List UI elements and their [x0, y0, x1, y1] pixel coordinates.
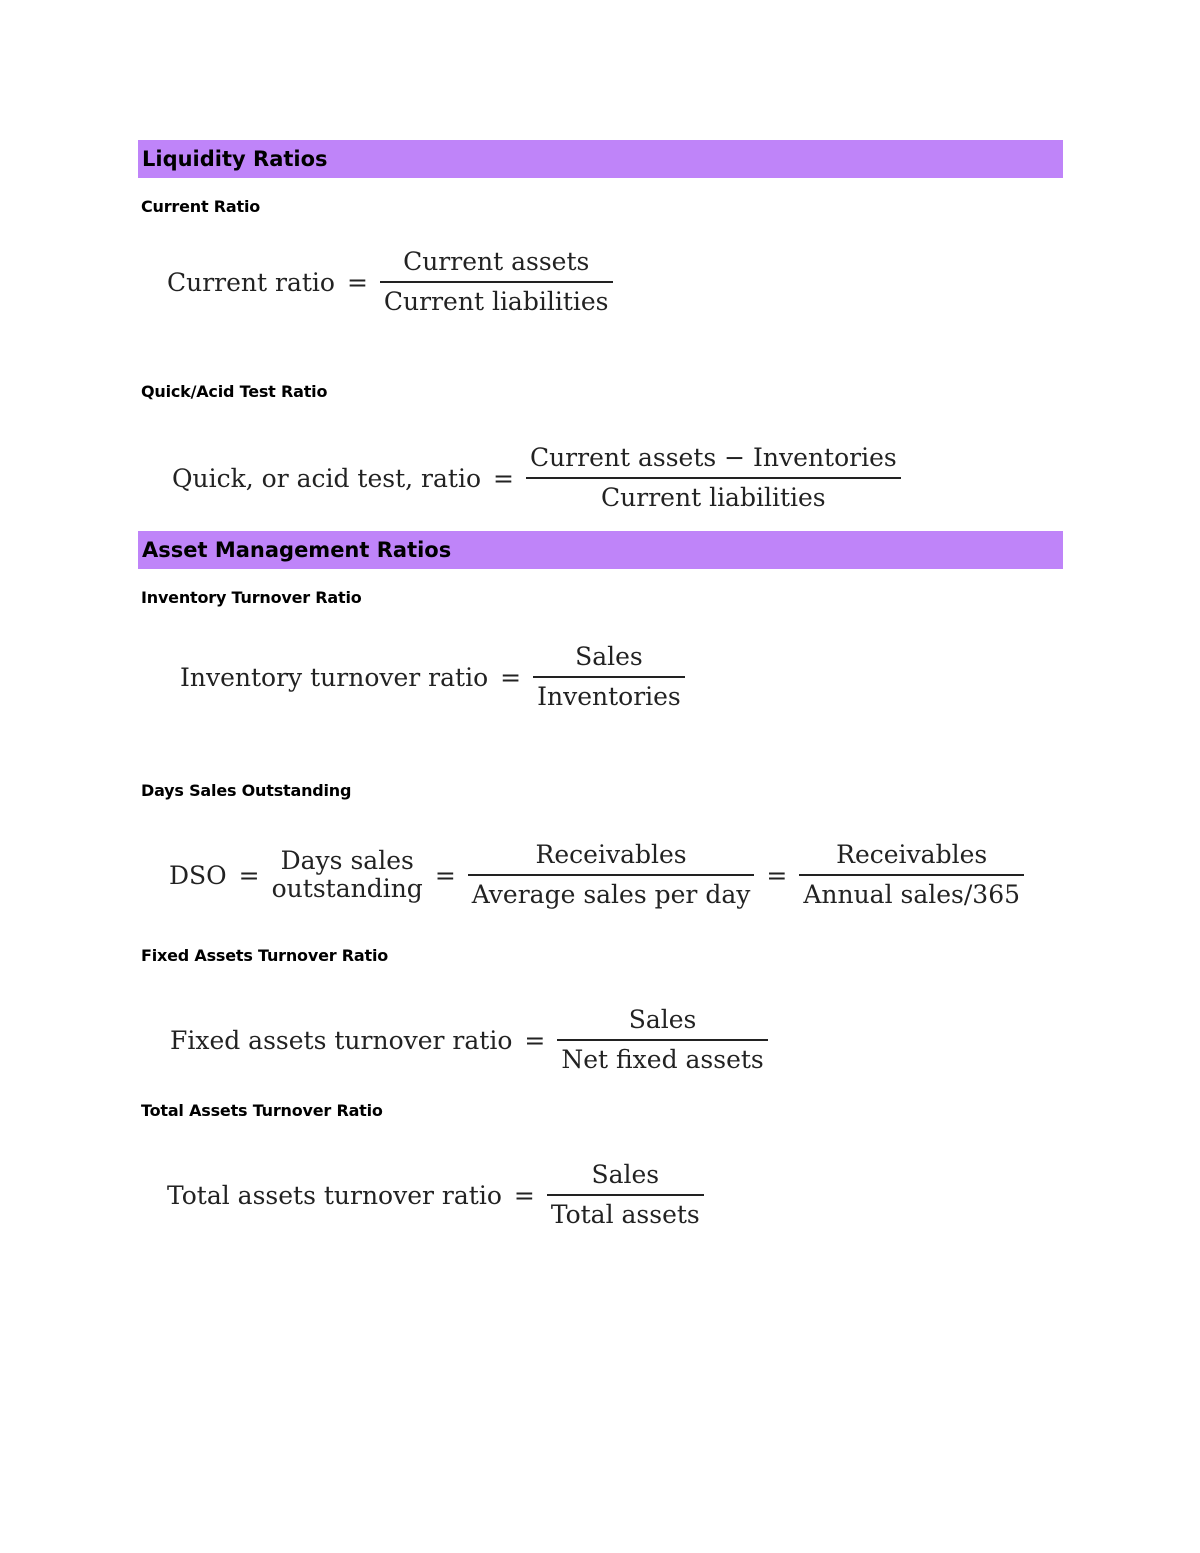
formula-lhs: Inventory turnover ratio: [180, 662, 489, 692]
numerator: Sales: [628, 1005, 697, 1034]
numerator: Current assets: [403, 247, 590, 276]
denominator: Current liabilities: [383, 287, 609, 316]
formula-quick-ratio: [172, 441, 901, 515]
fraction: [468, 838, 755, 912]
denominator: Inventories: [537, 682, 681, 711]
formula-lhs: Quick, or acid test, ratio: [172, 463, 481, 493]
formula-current-ratio: [167, 245, 613, 319]
numerator: Sales: [575, 642, 643, 671]
equals-sign: =: [500, 662, 522, 692]
heading-total-assets-turnover: Total Assets Turnover Ratio: [141, 1101, 383, 1120]
denominator: Annual sales/365: [803, 880, 1021, 909]
fraction: [547, 1158, 704, 1232]
equals-sign: =: [238, 860, 260, 890]
heading-current-ratio: Current Ratio: [141, 197, 261, 216]
equals-sign: =: [346, 267, 368, 297]
denominator: Current liabilities: [601, 483, 826, 512]
denominator: Net fixed assets: [561, 1045, 764, 1074]
fraction: [533, 640, 685, 714]
equals-sign: =: [513, 1180, 535, 1210]
numerator: Sales: [591, 1160, 660, 1189]
heading-days-sales-outstanding: Days Sales Outstanding: [141, 781, 352, 800]
denominator: Average sales per day: [471, 880, 751, 909]
formula-lhs: Total assets turnover ratio: [167, 1180, 502, 1210]
section-header-asset-management-ratios: Asset Management Ratios: [138, 531, 1063, 569]
numerator: Receivables: [836, 840, 988, 869]
formula-fixed-assets-turnover: [170, 1003, 768, 1077]
equals-sign: =: [434, 860, 456, 890]
formula-lhs: Current ratio: [167, 267, 335, 297]
fraction: [557, 1003, 767, 1077]
dso-stacked-label: [272, 847, 423, 903]
fraction: [799, 838, 1024, 912]
fraction: [380, 245, 613, 319]
formula-lhs: Fixed assets turnover ratio: [170, 1025, 513, 1055]
denominator: Total assets: [550, 1200, 700, 1229]
equals-sign: =: [766, 860, 788, 890]
heading-inventory-turnover: Inventory Turnover Ratio: [141, 588, 362, 607]
formula-inventory-turnover: [180, 640, 685, 714]
formula-lhs: DSO: [169, 860, 227, 890]
numerator: Current assets − Inventories: [529, 443, 897, 472]
stack-top: Days sales: [280, 846, 414, 875]
formula-total-assets-turnover: [167, 1158, 704, 1232]
equals-sign: =: [493, 463, 514, 493]
heading-fixed-assets-turnover: Fixed Assets Turnover Ratio: [141, 946, 389, 965]
formula-dso: [169, 838, 1024, 912]
numerator: Receivables: [535, 840, 687, 869]
section-header-liquidity-ratios: Liquidity Ratios: [138, 140, 1063, 178]
heading-quick-ratio: Quick/Acid Test Ratio: [141, 382, 328, 401]
fraction: [526, 441, 901, 515]
stack-bottom: outstanding: [271, 874, 423, 903]
equals-sign: =: [524, 1025, 546, 1055]
